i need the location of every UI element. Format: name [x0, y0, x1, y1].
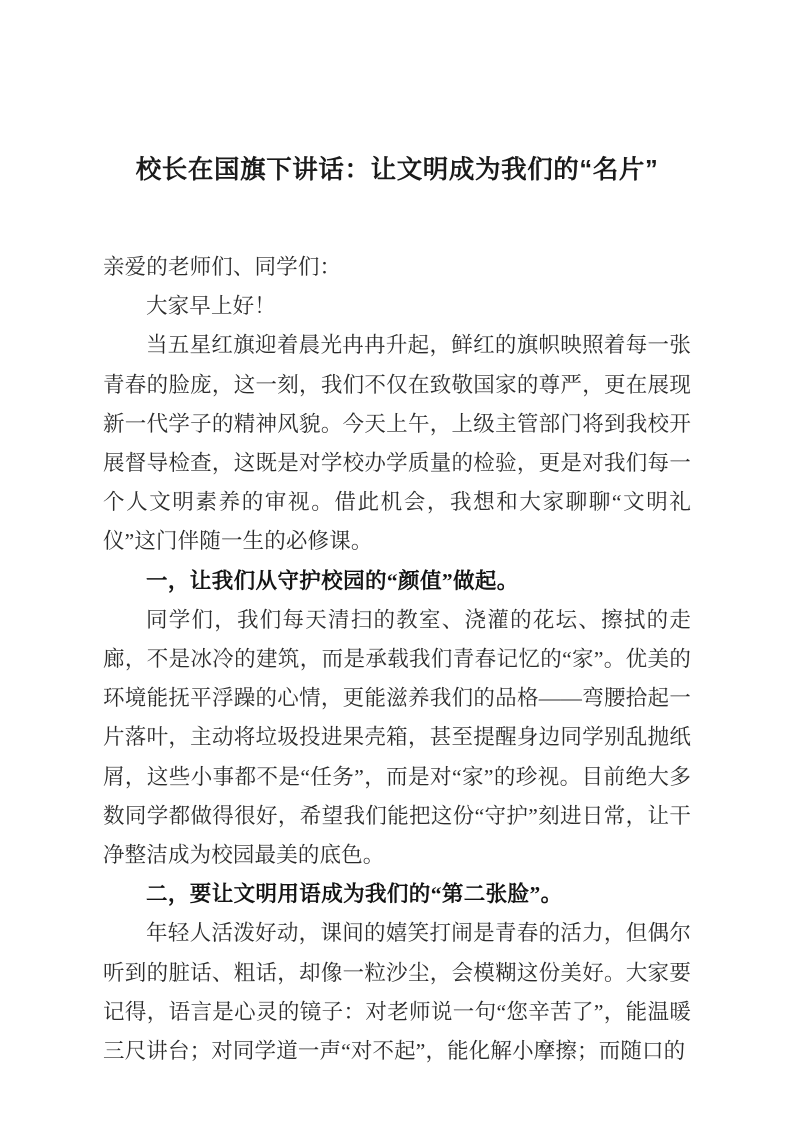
section-heading-two: 二，要让文明用语成为我们的“第二张脸”。	[146, 882, 563, 907]
section-two-body-paragraph: 年轻人活泼好动，课间的嬉笑打闹是青春的活力，但偶尔听到的脏话、粗话，却像一粒沙尘，会模糊这份美好。大家要记得，语言是心灵的镜子：对老师说一句“您辛苦了”，能温暖三尺讲台；对同学道一声“对不起”，能化解小摩擦；而随口的	[103, 921, 691, 1064]
opening-paragraph: 当五星红旗迎着晨光冉冉升起，鲜红的旗帜映照着每一张青春的脸庞，这一刻，我们不仅在致敬国家的尊严，更在展现新一代学子的精神风貌。今天上午，上级主管部门将到我校开展督导检查，这既是对学校办学质量的检验，更是对我们每一个人文明素养的审视。借此机会，我想和大家聊聊“文明礼仪”这门伴随一生的必修课。	[103, 333, 691, 554]
title-body-spacer	[103, 190, 691, 248]
greeting-paragraph: 大家早上好！	[146, 294, 276, 319]
document-body	[103, 0, 691, 1071]
page-title: 校长在国旗下讲话：让文明成为我们的“名片”	[135, 156, 659, 184]
salutation-line: 亲爱的老师们、同学们：	[103, 255, 342, 279]
section-one-body-paragraph: 同学们，我们每天清扫的教室、浇灌的花坛、擦拭的走廊，不是冰冷的建筑，而是承载我们青春记忆的“家”。优美的环境能抚平浮躁的心情，更能滋养我们的品格——弯腰拾起一片落叶，主动将垃圾投进果壳箱，甚至提醒身边同学别乱抛纸屑，这些小事都不是“任务”，而是对“家”的珍视。目前绝大多数同学都做得很好，希望我们能把这份“守护”刻进日常，让干净整洁成为校园最美的底色。	[103, 607, 691, 868]
section-heading-one: 一，让我们从守护校园的“颜值”做起。	[146, 568, 519, 593]
